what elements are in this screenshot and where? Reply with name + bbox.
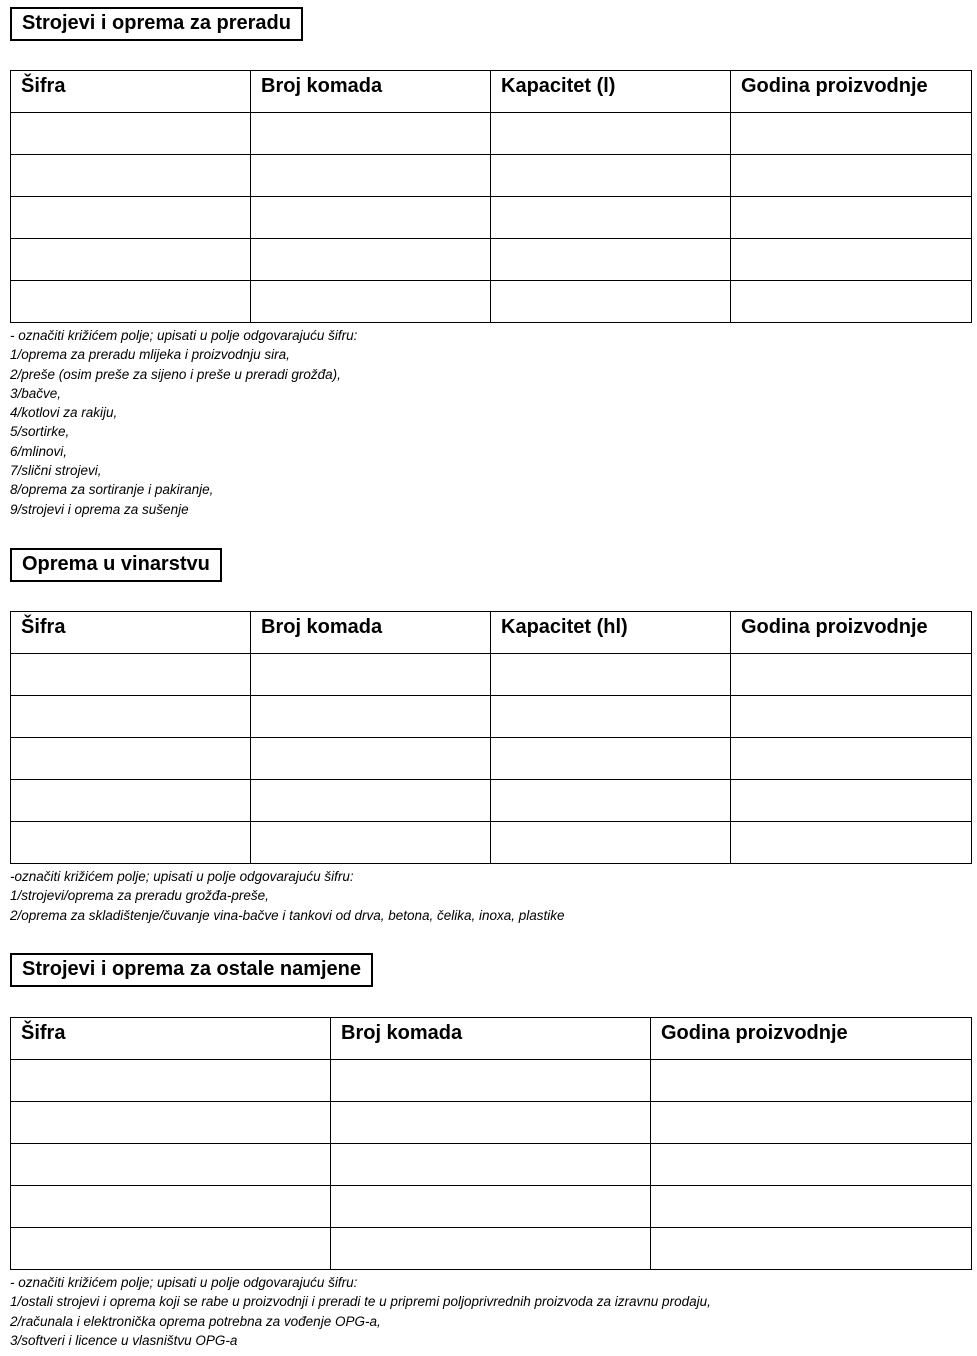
input-cell[interactable] bbox=[11, 1228, 331, 1270]
legend-line: 7/slični strojevi, bbox=[10, 463, 102, 479]
input-cell[interactable] bbox=[11, 780, 251, 822]
table-row bbox=[11, 1186, 972, 1228]
input-cell[interactable] bbox=[251, 780, 491, 822]
input-cell[interactable] bbox=[11, 696, 251, 738]
legend-line: 4/kotlovi za rakiju, bbox=[10, 405, 118, 421]
input-cell[interactable] bbox=[491, 654, 731, 696]
input-cell[interactable] bbox=[11, 1186, 331, 1228]
code-legend-other bbox=[10, 1273, 711, 1350]
code-legend-winery bbox=[10, 867, 565, 925]
code-legend-processing bbox=[10, 326, 357, 519]
input-cell[interactable] bbox=[331, 1102, 651, 1144]
input-cell[interactable] bbox=[331, 1144, 651, 1186]
input-cell[interactable] bbox=[731, 197, 972, 239]
input-cell[interactable] bbox=[11, 822, 251, 864]
legend-line: 2/računala i elektronička oprema potrebna za vođenje OPG-a, bbox=[10, 1313, 381, 1329]
input-cell[interactable] bbox=[251, 113, 491, 155]
legend-line: 1/oprema za preradu mlijeka i proizvodnju sira, bbox=[10, 347, 290, 363]
input-cell[interactable] bbox=[731, 738, 972, 780]
column-header-quantity: Broj komada bbox=[251, 612, 491, 654]
legend-line: 1/ostali strojevi i oprema koji se rabe u proizvodnji i preradi te u pripremi poljoprivrednih proizvoda za izravnu prodaju, bbox=[10, 1294, 711, 1310]
section-title-other-equipment: Strojevi i oprema za ostale namjene bbox=[10, 953, 373, 987]
table-header-row bbox=[11, 1018, 972, 1060]
section-title-winery-equipment: Oprema u vinarstvu bbox=[10, 548, 222, 582]
column-header-year: Godina proizvodnje bbox=[731, 612, 972, 654]
input-cell[interactable] bbox=[491, 696, 731, 738]
input-cell[interactable] bbox=[731, 780, 972, 822]
section-title-processing-equipment: Strojevi i oprema za preradu bbox=[10, 7, 303, 41]
input-cell[interactable] bbox=[731, 822, 972, 864]
input-cell[interactable] bbox=[651, 1228, 972, 1270]
table-row bbox=[11, 1144, 972, 1186]
input-cell[interactable] bbox=[331, 1060, 651, 1102]
input-cell[interactable] bbox=[651, 1186, 972, 1228]
column-header-code: Šifra bbox=[11, 71, 251, 113]
legend-line: - označiti križićem polje; upisati u polje odgovarajuću šifru: bbox=[10, 1275, 358, 1290]
column-header-year: Godina proizvodnje bbox=[731, 71, 972, 113]
legend-line: 3/softveri i licence u vlasništvu OPG-a bbox=[10, 1332, 238, 1348]
legend-line: 8/oprema za sortiranje i pakiranje, bbox=[10, 482, 214, 498]
input-cell[interactable] bbox=[11, 239, 251, 281]
table-row bbox=[11, 696, 972, 738]
input-cell[interactable] bbox=[731, 239, 972, 281]
input-cell[interactable] bbox=[731, 696, 972, 738]
input-cell[interactable] bbox=[251, 155, 491, 197]
legend-line: - označiti križićem polje; upisati u polje odgovarajuću šifru: bbox=[10, 328, 358, 343]
input-cell[interactable] bbox=[11, 1060, 331, 1102]
input-cell[interactable] bbox=[11, 113, 251, 155]
input-cell[interactable] bbox=[331, 1228, 651, 1270]
table-row bbox=[11, 197, 972, 239]
input-cell[interactable] bbox=[491, 155, 731, 197]
input-cell[interactable] bbox=[731, 654, 972, 696]
input-cell[interactable] bbox=[11, 1102, 331, 1144]
input-cell[interactable] bbox=[731, 155, 972, 197]
input-cell[interactable] bbox=[731, 281, 972, 323]
input-cell[interactable] bbox=[11, 197, 251, 239]
input-cell[interactable] bbox=[331, 1186, 651, 1228]
column-header-code: Šifra bbox=[11, 612, 251, 654]
legend-line: 5/sortirke, bbox=[10, 424, 70, 440]
input-cell[interactable] bbox=[11, 155, 251, 197]
winery-equipment-table bbox=[10, 611, 972, 864]
table-header-row bbox=[11, 612, 972, 654]
column-header-quantity: Broj komada bbox=[251, 71, 491, 113]
table-row bbox=[11, 1228, 972, 1270]
input-cell[interactable] bbox=[491, 239, 731, 281]
legend-line: 3/bačve, bbox=[10, 385, 62, 401]
input-cell[interactable] bbox=[251, 696, 491, 738]
input-cell[interactable] bbox=[251, 654, 491, 696]
input-cell[interactable] bbox=[491, 197, 731, 239]
input-cell[interactable] bbox=[491, 113, 731, 155]
input-cell[interactable] bbox=[651, 1060, 972, 1102]
input-cell[interactable] bbox=[491, 738, 731, 780]
table-row bbox=[11, 155, 972, 197]
input-cell[interactable] bbox=[251, 281, 491, 323]
other-equipment-table bbox=[10, 1017, 972, 1270]
table-row bbox=[11, 239, 972, 281]
input-cell[interactable] bbox=[251, 738, 491, 780]
column-header-code: Šifra bbox=[11, 1018, 331, 1060]
table-row bbox=[11, 654, 972, 696]
table-row bbox=[11, 738, 972, 780]
table-row bbox=[11, 822, 972, 864]
input-cell[interactable] bbox=[11, 1144, 331, 1186]
column-header-capacity: Kapacitet (l) bbox=[491, 71, 731, 113]
input-cell[interactable] bbox=[491, 822, 731, 864]
input-cell[interactable] bbox=[11, 738, 251, 780]
legend-line: 6/mlinovi, bbox=[10, 443, 68, 459]
input-cell[interactable] bbox=[251, 197, 491, 239]
input-cell[interactable] bbox=[251, 239, 491, 281]
table-row bbox=[11, 780, 972, 822]
table-row bbox=[11, 1060, 972, 1102]
legend-line: 9/strojevi i oprema za sušenje bbox=[10, 501, 189, 517]
table-row bbox=[11, 113, 972, 155]
processing-equipment-table bbox=[10, 70, 972, 323]
input-cell[interactable] bbox=[731, 113, 972, 155]
input-cell[interactable] bbox=[251, 822, 491, 864]
input-cell[interactable] bbox=[491, 281, 731, 323]
table-header-row bbox=[11, 71, 972, 113]
column-header-year: Godina proizvodnje bbox=[651, 1018, 972, 1060]
input-cell[interactable] bbox=[491, 780, 731, 822]
input-cell[interactable] bbox=[651, 1102, 972, 1144]
table-row bbox=[11, 281, 972, 323]
legend-line: 1/strojevi/oprema za preradu grožđa-preše, bbox=[10, 888, 269, 904]
input-cell[interactable] bbox=[11, 281, 251, 323]
column-header-capacity: Kapacitet (hl) bbox=[491, 612, 731, 654]
input-cell[interactable] bbox=[11, 654, 251, 696]
column-header-quantity: Broj komada bbox=[331, 1018, 651, 1060]
input-cell[interactable] bbox=[651, 1144, 972, 1186]
table-row bbox=[11, 1102, 972, 1144]
legend-line: 2/oprema za skladištenje/čuvanje vina-bačve i tankovi od drva, betona, čelika, inoxa, plastike bbox=[10, 907, 565, 923]
legend-line: -označiti križićem polje; upisati u polje odgovarajuću šifru: bbox=[10, 869, 354, 884]
legend-line: 2/preše (osim preše za sijeno i preše u preradi grožđa), bbox=[10, 366, 341, 382]
